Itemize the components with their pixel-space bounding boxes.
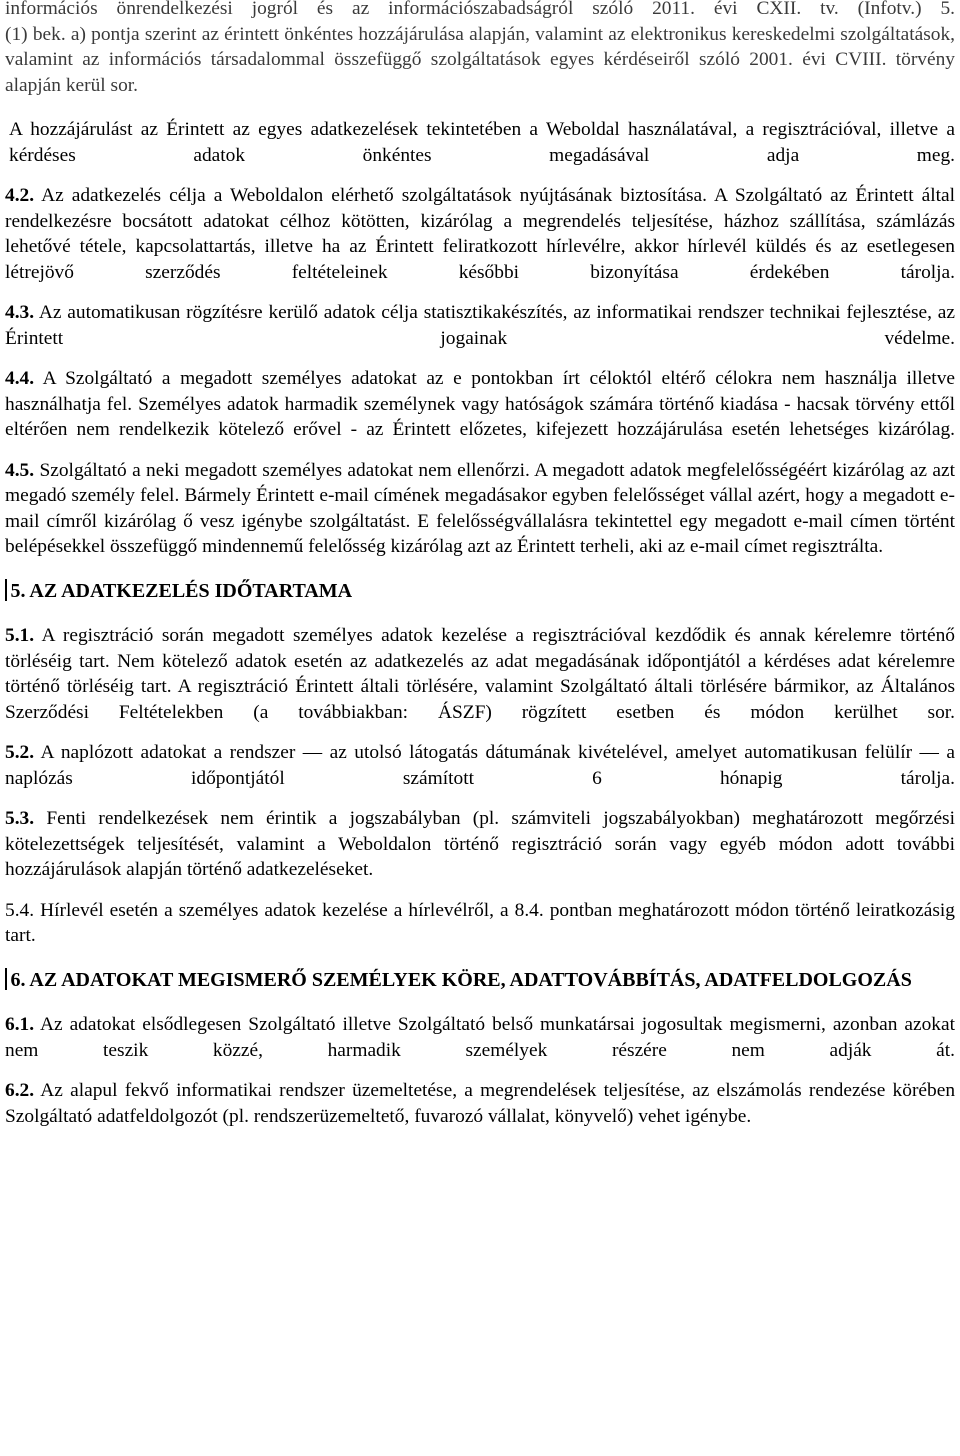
paragraph-5-1	[5, 623, 955, 725]
paragraph-number: 6.2.	[5, 1080, 35, 1101]
paragraph-number: 5.1.	[5, 625, 35, 646]
paragraph-5-4	[5, 898, 955, 949]
paragraph-text: A Szolgáltató a megadott személyes adatokat az e pontokban írt céloktól eltérő célokra nem használja illetve használhatja fel. Személyes adatok harmadik személynek vagy hatóságok számára történő kiadása - hacsak törvény ettől eltérően nem rendelkezik kötelező erővel - az Érintett előzetes, kifejezett hozzájárulása esetén lehetséges kizárólag.	[5, 368, 955, 440]
paragraph-4-3	[5, 300, 955, 351]
paragraph-text: Az alapul fekvő informatikai rendszer üzemeltetése, a megrendelések teljesítése, az elszámolás rendezése körében Szolgáltató adatfeldolgozót (pl. rendszerüzemeltető, fuvarozó vállalat, könyvelő) vehet igénybe.	[5, 1080, 956, 1127]
text-cursor-bar	[5, 968, 7, 990]
paragraph-number: 4.2.	[5, 185, 35, 206]
paragraph-5-3	[5, 806, 955, 883]
paragraph-number: 5.4.	[5, 899, 35, 921]
paragraph-number: 5.2.	[5, 742, 35, 763]
paragraph-text: Az automatikusan rögzítésre kerülő adatok célja statisztikakészítés, az informatikai rendszer technikai fejlesztése, az Érintett jogainak védelme.	[5, 302, 955, 349]
paragraph-4-4	[5, 366, 955, 443]
text-cursor-bar	[5, 579, 7, 601]
paragraph-4-5	[5, 458, 955, 560]
paragraph-text: Az adatokat elsődlegesen Szolgáltató illetve Szolgáltató belső munkatársai jogosultak megismerni, azonban azokat nem teszik közzé, harmadik személyek részére nem adják át.	[5, 1014, 955, 1061]
paragraph-number: 5.3.	[5, 808, 35, 829]
paragraph-text: Fenti rendelkezések nem érintik a jogszabályban (pl. számviteli jogszabályokban) meghatározott megőrzési kötelezettségek teljesítését, valamint a Weboldalon történő regisztráció során vagy egyéb módon adott további hozzájárulások alapján történő adatkezeléseket.	[5, 808, 955, 880]
paragraph-text: Hírlevél esetén a személyes adatok kezelése a hírlevélről, a 8.4. pontban meghatározott módon történő leiratkozásig tart.	[5, 899, 955, 946]
paragraph-text: A naplózott adatokat a rendszer — az utolsó látogatás dátumának kivételével, amelyet automatikusan felülír — a naplózás időpontjától számított 6 hónapig tárolja.	[5, 742, 955, 789]
section-5-heading	[5, 579, 955, 605]
paragraph-6-1	[5, 1012, 955, 1063]
paragraph-5-2	[5, 740, 955, 791]
paragraph-text: Szolgáltató a neki megadott személyes adatokat nem ellenőrzi. A megadott adatok megfelelősségéért kizárólag az azt megadó személy felel. Bármely Érintett e-mail címének megadásakor egyben felelősséget vállal azért, hogy a megadott e-mail címről kizárólag ő vesz igénybe szolgáltatást. E felelősségvállalásra tekintettel egy megadott e-mail címen történt belépésekkel összefüggő mindennemű felelősség kizárólag azt az Érintett terheli, aki az e-mail címet regisztrálta.	[5, 459, 955, 557]
section-title: 6. AZ ADATOKAT MEGISMERŐ SZEMÉLYEK KÖRE, ADATTOVÁBBÍTÁS, ADATFELDOLGOZÁS	[10, 968, 912, 991]
paragraph-number: 4.4.	[5, 368, 35, 389]
paragraph-6-2	[5, 1078, 955, 1129]
paragraph-text: Az adatkezelés célja a Weboldalon elérhető szolgáltatások nyújtásának biztosítása. A Szolgáltató az Érintett által rendelkezésre bocsátott adatokat célhoz kötötten, kizárólag a megrendelés teljesítése, házhoz szállítása, számlázás lehetővé tétele, kapcsolattartás, illetve ha az Érintett feliratkozott hírlevélre, akkor hírlevél küldés és az esetlegesen létrejövő szerződés feltételeinek későbbi bizonyítása érdekében tárolja.	[5, 185, 955, 283]
section-6-heading	[5, 968, 955, 994]
paragraph-number: 4.5.	[5, 459, 35, 481]
section-title: 5. AZ ADATKEZELÉS IDŐTARTAMA	[10, 579, 353, 602]
paragraph-number: 4.3.	[5, 302, 35, 323]
document-page	[5, 0, 955, 1129]
paragraph-number: 6.1.	[5, 1014, 35, 1035]
consent-paragraph: A hozzájárulást az Érintett az egyes adatkezelések tekintetében a Weboldal használatával, a regisztrációval, illetve a kérdéses adatok önkéntes megadásával adja meg.	[9, 119, 955, 166]
intro-paragraph: (1) bek. a) pontja szerint az érintett önkéntes hozzájárulása alapján, valamint az elektronikus kereskedelmi szolgáltatások, valamint az információs társadalommal összefüggő szolgáltatások egyes kérdéseiről szóló 2001. évi CVIII. törvény alapján kerül sor.	[5, 23, 955, 96]
paragraph-4-2	[5, 183, 955, 285]
intro-line: információs önrendelkezési jogról és az információszabadságról szóló 2011. évi CXII. tv. (Infotv.) 5.	[5, 0, 955, 19]
paragraph-text: A regisztráció során megadott személyes adatok kezelése a regisztrációval kezdődik és annak kérelemre történő törléséig tart. Nem kötelező adatok esetén az adatkezelés az adat megadásának időpontjától a kérdéses adat kérelemre történő törléséig tart. A regisztráció Érintett általi törlésére, valamint Szolgáltató általi törlésére bármikor, az Általános Szerződési Feltételekben (a továbbiakban: ÁSZF) rögzített esetben és módon kerülhet sor.	[5, 625, 955, 723]
